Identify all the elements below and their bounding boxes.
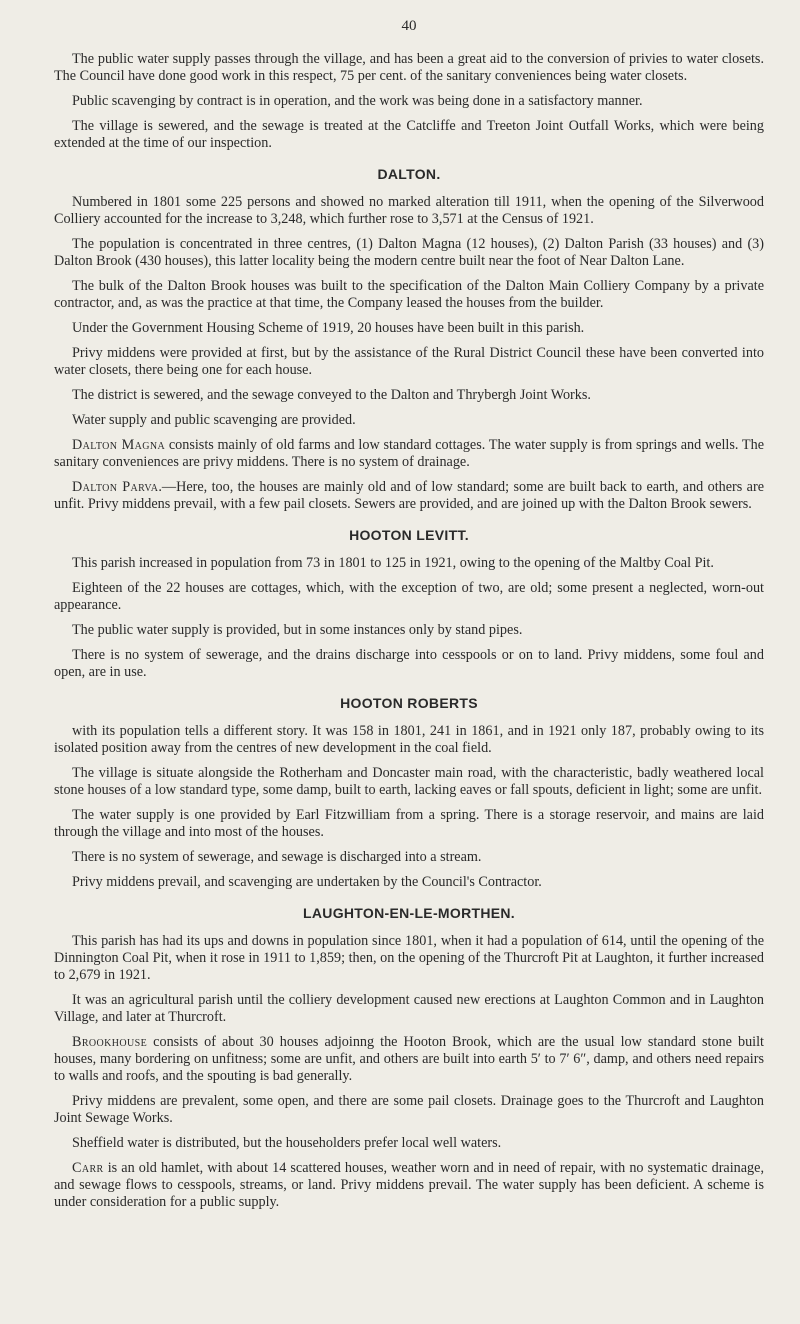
section-paragraph xyxy=(54,874,764,891)
section-paragraph xyxy=(54,1034,764,1085)
paragraph-text: Numbered in 1801 some 225 persons and showed no marked alteration till 1911, when the opening of the Silverwood Colliery accounted for the increase to 3,248, which further rose to 3,571 at the Census of 1921. xyxy=(54,194,764,227)
section xyxy=(54,695,764,891)
paragraph-text: The district is sewered, and the sewage conveyed to the Dalton and Thrybergh Joint Works. xyxy=(72,387,591,403)
section-paragraph xyxy=(54,992,764,1026)
intro-paragraph: Public scavenging by contract is in operation, and the work was being done in a satisfactory manner. xyxy=(72,93,643,109)
paragraph-text: The water supply is one provided by Earl Fitzwilliam from a spring. There is a storage reservoir, and mains are laid through the village and into most of the houses. xyxy=(54,807,764,840)
paragraph-lead: Brookhouse xyxy=(72,1034,148,1050)
section-paragraph xyxy=(54,647,764,681)
section-paragraph xyxy=(54,1093,764,1127)
section-paragraph xyxy=(54,849,764,866)
intro-paragraph: The village is sewered, and the sewage is treated at the Catcliffe and Treeton Joint Outfall Works, which were being extended at the time of our inspection. xyxy=(54,118,764,151)
section-paragraph xyxy=(54,437,764,471)
paragraph-text: Privy middens prevail, and scavenging are undertaken by the Council's Contractor. xyxy=(72,874,542,890)
section-paragraph xyxy=(54,236,764,270)
paragraph-text: The population is concentrated in three centres, (1) Dalton Magna (12 houses), (2) Dalton Parish (33 houses) and (3) Dalton Brook (430 houses), this latter locality being the modern centre built near the foot of Near Dalton Lane. xyxy=(54,236,764,269)
paragraph-text: There is no system of sewerage, and the drains discharge into cesspools or on to land. Privy middens, some foul and open, are in use. xyxy=(54,647,764,680)
page-number: 40 xyxy=(401,18,417,34)
intro-section xyxy=(54,51,764,152)
section-paragraph xyxy=(54,1160,764,1211)
section xyxy=(54,527,764,681)
paragraph-text: with its population tells a different story. It was 158 in 1801, 241 in 1861, and in 1921 only 187, probably owing to its isolated position away from the centres of new development in the coal field. xyxy=(54,723,764,756)
section-paragraph xyxy=(54,479,764,513)
section xyxy=(54,905,764,1211)
paragraph-text: The bulk of the Dalton Brook houses was built to the specification of the Dalton Main Colliery Company by a private contractor, and, as was the practice at that time, the Company leased the houses from the builder. xyxy=(54,278,764,311)
paragraph-lead: Dalton Magna xyxy=(72,437,166,453)
section-paragraph xyxy=(54,555,764,572)
intro-paragraph: The public water supply passes through the village, and has been a great aid to the conversion of privies to water closets. The Council have done good work in this respect, 75 per cent. of the sanitary conveniences being water closets. xyxy=(54,51,764,84)
section-paragraph xyxy=(54,320,764,337)
paragraph-text: Privy middens were provided at first, but by the assistance of the Rural District Council these have been converted into water closets, there being one for each house. xyxy=(54,345,764,378)
paragraph-lead: Carr xyxy=(72,1160,104,1176)
paragraph-text: Under the Government Housing Scheme of 1919, 20 houses have been built in this parish. xyxy=(72,320,585,336)
paragraph-text: The village is situate alongside the Rotherham and Doncaster main road, with the characteristic, badly weathered local stone houses of a low standard type, some damp, built to earth, lacking eaves or fall spouts, deficient in light; some are unfit. xyxy=(54,765,764,798)
section-paragraph xyxy=(54,807,764,841)
paragraph-text: There is no system of sewerage, and sewage is discharged into a stream. xyxy=(72,849,482,865)
paragraph-text: This parish increased in population from 73 in 1801 to 125 in 1921, owing to the opening of the Maltby Coal Pit. xyxy=(72,555,714,571)
section-paragraph xyxy=(54,1135,764,1152)
paragraph-text: This parish has had its ups and downs in population since 1801, when it had a population of 614, until the opening of the Dinnington Coal Pit, when it rose in 1911 to 1,859; then, on the opening of the Thurcroft Pit at Laughton, it further increased to 2,679 in 1921. xyxy=(54,933,764,983)
section-paragraph xyxy=(54,933,764,984)
paragraph-text: is an old hamlet, with about 14 scattered houses, weather worn and in need of repair, with no systematic drainage, and sewage flows to cesspools, streams, or land. Privy middens prevail. The water supply has been deficient. A scheme is under consideration for a public supply. xyxy=(54,1160,764,1210)
section-heading: DALTON. xyxy=(377,166,441,182)
section-paragraph xyxy=(54,194,764,228)
paragraph-text: Privy middens are prevalent, some open, and there are some pail closets. Drainage goes to the Thurcroft and Laughton Joint Sewage Works. xyxy=(54,1093,764,1126)
section-paragraph xyxy=(54,723,764,757)
section-paragraph xyxy=(54,765,764,799)
paragraph-text: Eighteen of the 22 houses are cottages, which, with the exception of two, are old; some present a neglected, worn-out appearance. xyxy=(54,580,764,613)
paragraph-text: Water supply and public scavenging are provided. xyxy=(72,412,356,428)
paragraph-text: consists mainly of old farms and low standard cottages. The water supply is from springs and wells. The sanitary conveniences are privy middens. There is no system of drainage. xyxy=(54,437,764,470)
section-paragraph xyxy=(54,622,764,639)
section-heading: LAUGHTON-EN-LE-MORTHEN. xyxy=(303,905,515,921)
paragraph-text: The public water supply is provided, but in some instances only by stand pipes. xyxy=(72,622,523,638)
paragraph-lead: Dalton Parva xyxy=(72,479,159,495)
section-heading: HOOTON LEVITT. xyxy=(349,527,469,543)
section-heading: HOOTON ROBERTS xyxy=(340,695,478,711)
paragraph-text: .—Here, too, the houses are mainly old and of low standard; some are built back to earth, and others are unfit. Privy middens prevail, with a few pail closets. Sewers are provided, and are joined up with the Dalton Brook sewers. xyxy=(54,479,765,512)
section-paragraph xyxy=(54,412,764,429)
sections-container xyxy=(54,166,764,1211)
section-paragraph xyxy=(54,278,764,312)
section-paragraph xyxy=(54,345,764,379)
section-paragraph xyxy=(54,387,764,404)
paragraph-text: Sheffield water is distributed, but the householders prefer local well waters. xyxy=(72,1135,502,1151)
section-paragraph xyxy=(54,580,764,614)
paragraph-text: It was an agricultural parish until the colliery development caused new erections at Laughton Common and in Laughton Village, and later at Thurcroft. xyxy=(54,992,764,1025)
paragraph-text: consists of about 30 houses adjoinng the Hooton Brook, which are the usual low standard stone built houses, many bordering on unfitness; some are unfit, and others are built into earth 5′ to 7′ 6″, damp, and others need repairs to walls and roofs, and the spouting is bad generally. xyxy=(54,1034,764,1084)
section xyxy=(54,166,764,513)
